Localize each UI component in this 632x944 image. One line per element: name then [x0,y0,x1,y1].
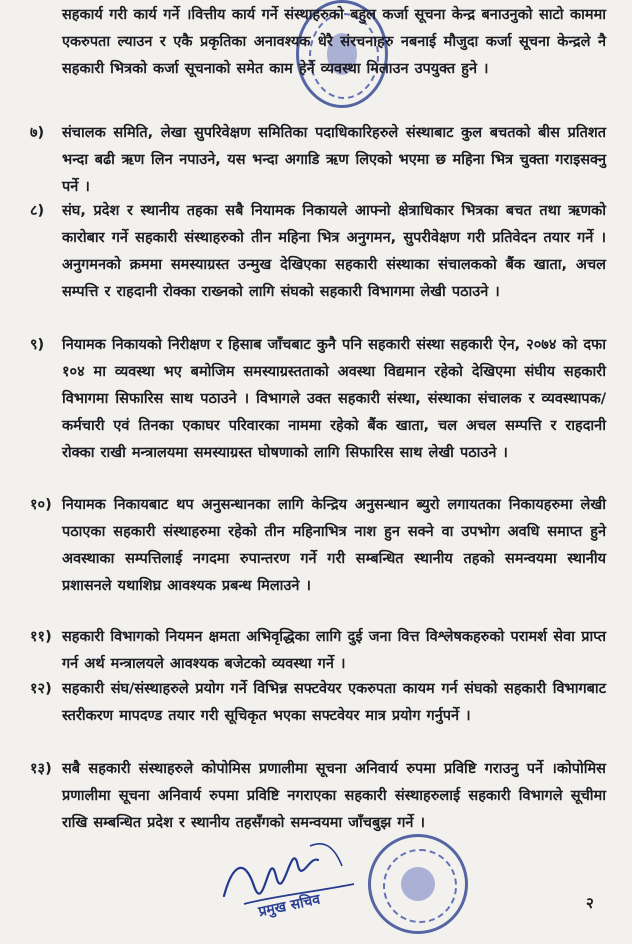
signature-designation: प्रमुख सचिव [257,891,322,921]
paragraph-number: ११) [30,629,52,645]
paragraph-text: सहकारी विभागको नियमन क्षमता अभिवृद्धिका लागि दुई जना वित्त विश्लेषकहरुको परामर्श सेवा प्राप्त गर्न अर्थ मन्त्रालयले आवश्यक बजेटको व्यवस्था गर्ने । [62,629,606,672]
paragraph-number: १२) [30,681,52,697]
paragraph-text: संचालक समिति, लेखा सुपरिवेक्षण समितिका पदाधिकारिहरुले संस्थाबाट कुल बचतको बीस प्रतिशत भन्दा बढी ऋण लिन नपाउने, यस भन्दा अगाडि ऋण लिएको भएमा छ महिना भित्र चुक्ता गराइसक्नु पर्ने । [62,125,606,195]
official-seal-bottom [368,834,468,934]
page-number: २ [586,894,594,912]
paragraph-text: नियामक निकायको निरीक्षण र हिसाब जाँचबाट कुनै पनि सहकारी संस्था सहकारी ऐन, २०७४ को दफा १०४ मा व्यवस्था भए बमोजिम समस्याग्रस्तताको अवस्था विद्यमान रहेको देखिएमा संघीय सहकारी विभागमा सिफारिस साथ पठाउने । विभागले उक्त सहकारी संस्था, संस्थाका संचालक र व्यवस्थापक/ कर्मचारी एवं तिनका एकाघर परिवारका नाममा रहेको बैंक खाता, चल अचल सम्पत्ति र राहदानी रोक्का राखी मन्त्रालयमा समस्याग्रस्त घोषणाको लागि सिफारिस साथ लेखी पठाउने । [62,337,606,461]
paragraph-number: ७) [30,125,45,141]
paragraph-text: नियामक निकायबाट थप अनुसन्धानका लागि केन्द्रिय अनुसन्धान ब्युरो लगायतका निकायहरुमा लेखी पठाएका सहकारी संस्थाहरुमा रहेको तीन महिनाभित्र नाश हुन सक्ने वा उपभोग अवधि समाप्त हुने अवस्थाका सम्पत्तिलाई नगदमा रुपान्तरण गर्ने गरी सम्बन्धित स्थानीय तहको समन्वयमा स्थानीय प्रशासनले यथाशिघ्र आवश्यक प्रबन्ध मिलाउने । [62,497,606,594]
paragraph-text: संघ, प्रदेश र स्थानीय तहका सबै नियामक निकायले आफ्नो क्षेत्राधिकार भित्रका बचत तथा ऋणको कारोबार गर्ने सहकारी संस्थाहरुको तीन महिना भित्र अनुगमन, सुपरीवेक्षण गरी प्रतिवेदन तयार गर्ने । अनुगमनको क्रममा समस्याग्रस्त उन्मुख देखिएका सहकारी संस्थाका संचालकको बैंक खाता, अचल सम्पत्ति र राहदानी रोक्का राख्नको लागि संघको सहकारी विभागमा लेखी पठाउने । [62,203,606,300]
paragraph-number: ८) [30,203,45,219]
paragraph-number: ९) [30,337,45,353]
paragraph-text: सबै सहकारी संस्थाहरुले कोपोमिस प्रणालीमा सूचना अनिवार्य रुपमा प्रविष्टि गराउनु पर्ने ।कोपोमिस प्रणालीमा सूचना अनिवार्य रुपमा प्रविष्टि नगराएका सहकारी संस्थाहरुलाई सहकारी विभागले सूचीमा राखि सम्बन्धित प्रदेश र स्थानीय तहसँगको समन्वयमा जाँचबुझ गर्ने । [62,761,606,831]
paragraph-text: सहकारी संघ/संस्थाहरुले प्रयोग गर्ने विभिन्न सफ्टवेयर एकरुपता कायम गर्न संघको सहकारी विभागबाट स्तरीकरण मापदण्ड तयार गरी सूचिकृत भएका सफ्टवेयर मात्र प्रयोग गर्नुपर्ने । [62,681,606,724]
signature-block [214,826,374,922]
paragraph-number: १०) [30,497,52,513]
paragraph-number: १३) [30,761,52,777]
paragraph-text: सहकार्य गरी कार्य गर्ने ।वित्तीय कार्य गर्ने संस्थाहरुको बहुल कर्जा सूचना केन्द्र बनाउनुको साटो काममा एकरुपता ल्याउन र एकै प्रकृतिका अनावश्यक धेरै संरचनाहरु नबनाई मौजुदा कर्जा सूचना केन्द्रले नै सहकारी भित्रको कर्जा सूचनाको समेत काम हेर्ने व्यवस्था मिलाउन उपयुक्त हुने । [62,7,606,77]
